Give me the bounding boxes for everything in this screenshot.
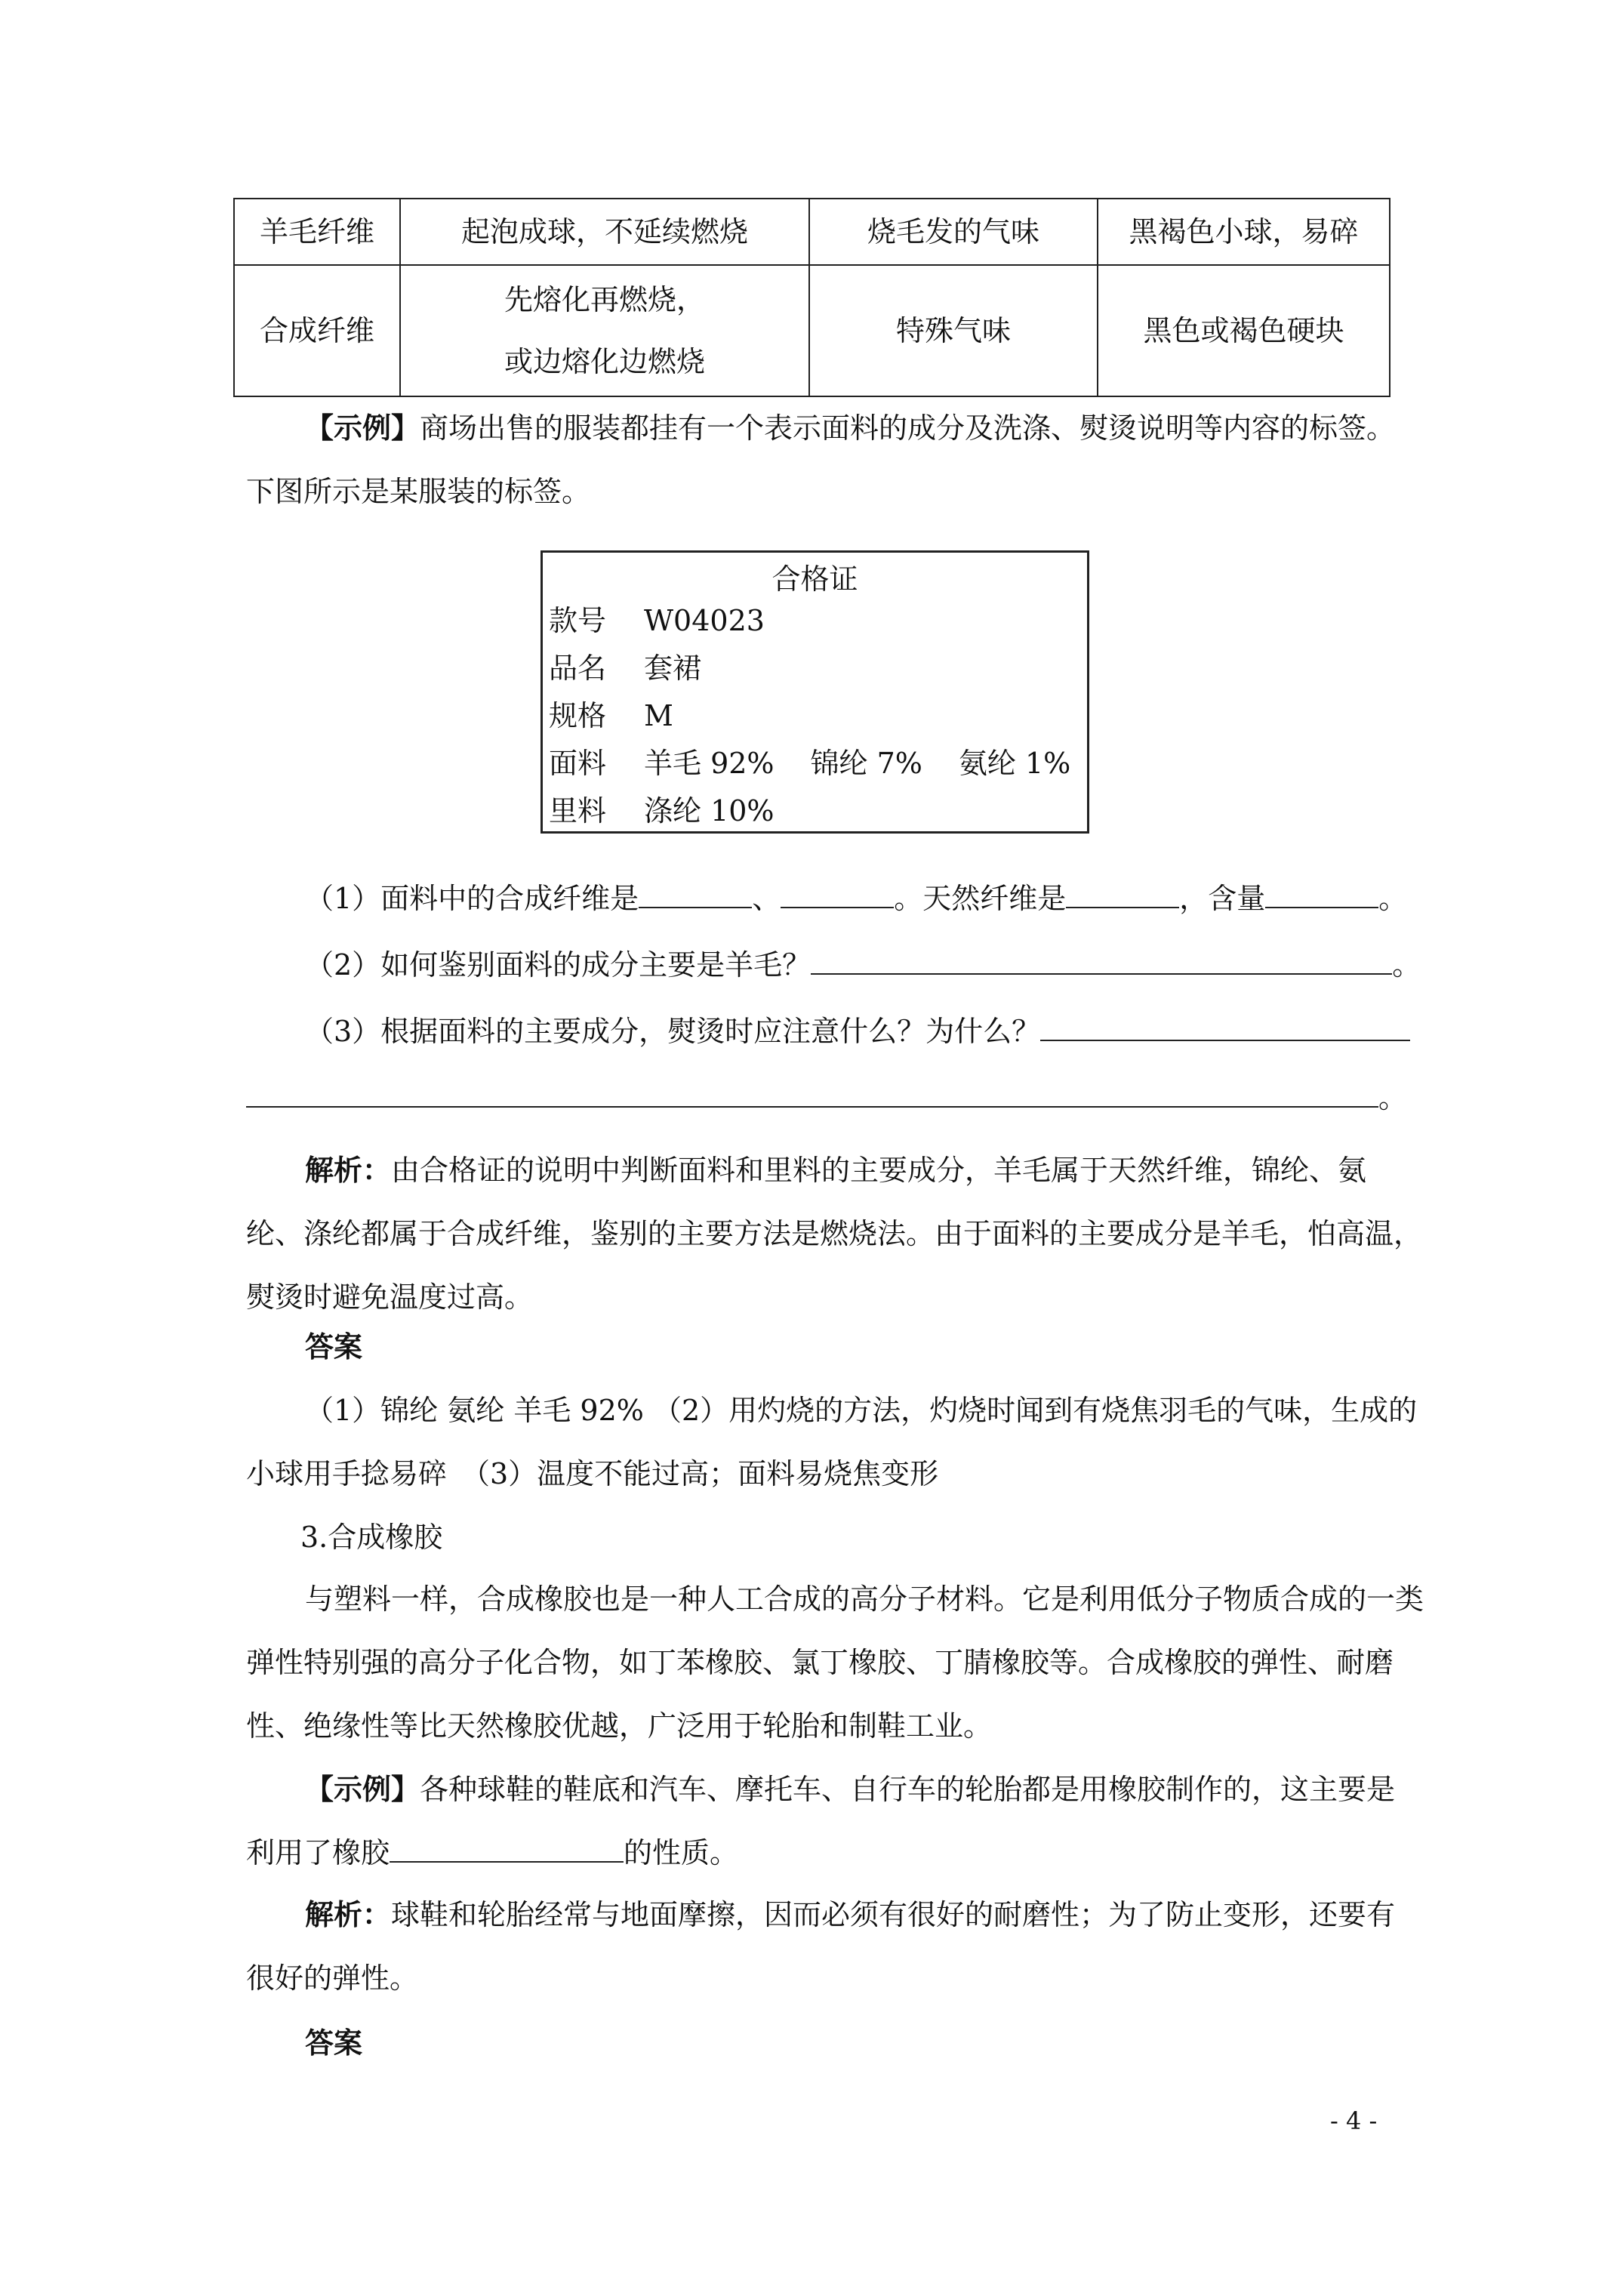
example-tag: 【示例】 [305,1772,420,1806]
question-text: （3）根据面料的主要成分，熨烫时应注意什么？为什么？ [305,1015,1041,1048]
label-value: 锦纶 7% [810,747,922,780]
table-cell: 特殊气味 [809,265,1098,396]
label-row [549,744,1070,782]
answer1-heading: 答案 [305,1330,363,1364]
cell-line: 先熔化再燃烧， [504,283,705,316]
table-row [234,265,1390,396]
label-key: 面料 [549,747,607,780]
section3-heading: 3.合成橡胶 [300,1521,443,1554]
label-title: 合格证 [771,562,858,596]
analysis-text: 由合格证的说明中判断面料和里料的主要成分，羊毛属于天然纤维，锦纶、氨纶、涤纶都属于合成纤维，鉴别的主要方法是燃烧法。由于面料的主要成分是羊毛，怕高温，熨烫时避免温度过高。 [246,1154,1423,1314]
garment-label [540,550,1089,834]
analysis-label: 解析： [305,1897,392,1931]
example-text: 的性质。 [624,1836,739,1869]
answer-blank[interactable] [1066,878,1179,908]
question-text: ，含量 [1179,882,1266,915]
question-text: 。 [1392,948,1421,982]
table-cell [400,265,809,396]
question-text: 。天然纤维是 [894,882,1067,915]
table-cell: 合成纤维 [234,265,400,396]
label-value: 氨纶 1% [958,747,1071,780]
answer-blank[interactable] [781,878,894,908]
question-text: 。 [1378,1081,1408,1114]
answer-blank[interactable] [1265,878,1378,908]
table-cell: 黑色或褐色硬块 [1098,265,1390,396]
label-row [549,602,765,639]
label-value: W04023 [644,604,765,637]
question-2 [305,933,1421,997]
label-key: 里料 [549,794,607,827]
table-row [234,199,1390,265]
answer-blank[interactable] [811,945,1392,975]
section3-paragraph: 与塑料一样，合成橡胶也是一种人工合成的高分子材料。它是利用低分子物质合成的一类弹性特别强的高分子化合物，如丁苯橡胶、氯丁橡胶、丁腈橡胶等。合成橡胶的弹性、耐磨性、绝缘性等比天然橡胶优越，广泛用于轮胎和制鞋工业。 [246,1583,1424,1743]
label-key: 规格 [549,699,607,732]
answer2-heading: 答案 [305,2026,363,2060]
analysis1-paragraph [246,1139,1424,1329]
label-value: 套裙 [644,652,702,685]
question-text: 、 [752,882,781,915]
label-row [549,792,775,830]
label-value: 羊毛 92% [644,747,775,780]
table-cell: 黑褐色小球，易碎 [1098,199,1390,265]
example-text: 商场出售的服装都挂有一个表示面料的成分及洗涤、熨烫说明等内容的标签。下图所示是某服装的标签。 [246,411,1396,508]
answer-blank[interactable] [639,878,752,908]
fiber-burning-table [233,198,1390,397]
analysis2-paragraph [246,1883,1424,2010]
label-row [549,697,673,735]
table-cell: 烧毛发的气味 [809,199,1098,265]
question-text: 。 [1378,882,1408,915]
question-3-continued [246,1066,1407,1130]
label-row [549,649,701,687]
table-cell: 起泡成球，不延续燃烧 [400,199,809,265]
answer-blank[interactable] [1040,1011,1410,1041]
table-cell: 羊毛纤维 [234,199,400,265]
label-key: 款号 [549,604,607,637]
question-text: （1）面料中的合成纤维是 [305,882,639,915]
example-text: 各种球鞋的鞋底和汽车、摩托车、自行车的轮胎都是用橡胶制作的，这主要是利用了橡胶 [246,1773,1396,1869]
answer-blank[interactable] [246,1077,1378,1108]
analysis-label: 解析： [305,1153,392,1187]
example-tag: 【示例】 [305,411,420,445]
question-text: （2）如何鉴别面料的成分主要是羊毛？ [305,948,812,982]
cell-line: 或边熔化边燃烧 [504,345,705,378]
example1-paragraph [246,396,1424,523]
question-3 [305,1000,1410,1063]
answer1-text: （1）锦纶 氨纶 羊毛 92% （2）用灼烧的方法，灼烧时闻到有烧焦羽毛的气味，生成的小球用手捻易碎 （3）温度不能过高；面料易烧焦变形 [246,1394,1418,1490]
label-key: 品名 [549,652,607,685]
page-number: - 4 - [1330,2106,1378,2135]
label-value: 涤纶 10% [644,794,775,827]
question-1 [305,867,1407,930]
label-value: M [644,699,673,732]
answer-blank[interactable] [390,1832,624,1863]
example2-paragraph [246,1758,1424,1885]
analysis-text: 球鞋和轮胎经常与地面摩擦，因而必须有很好的耐磨性；为了防止变形，还要有很好的弹性。 [246,1898,1396,1995]
